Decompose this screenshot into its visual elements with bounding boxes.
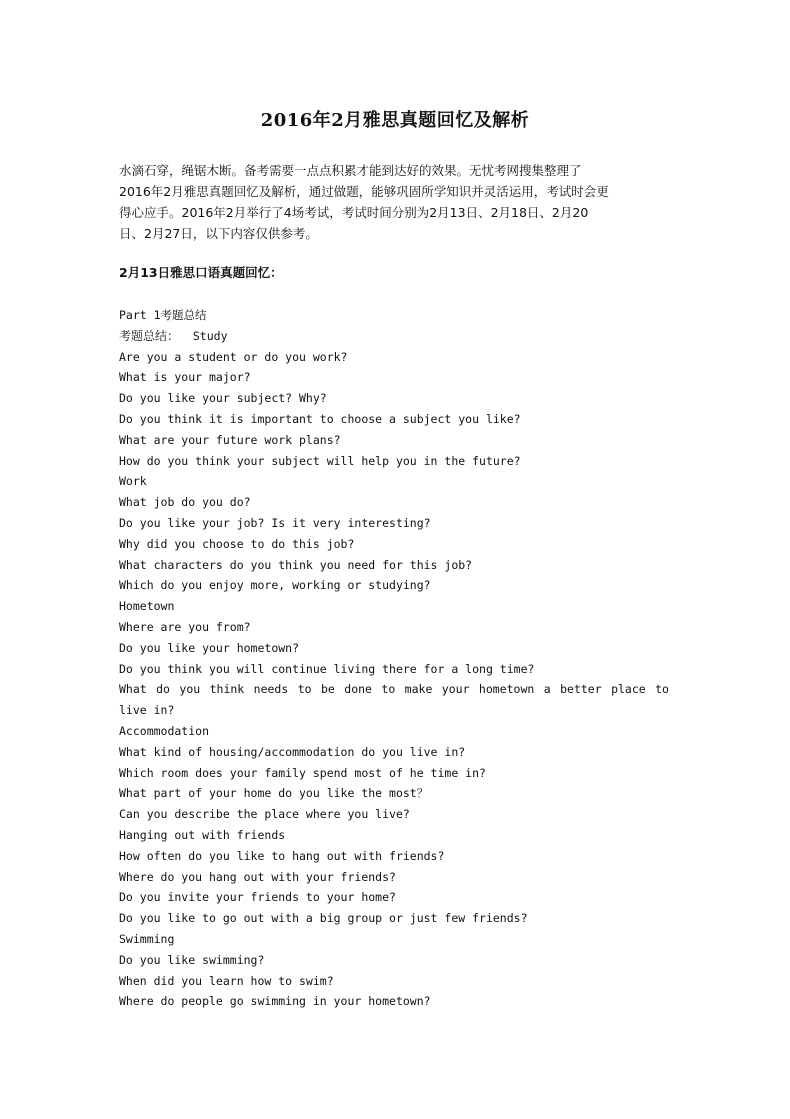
question-line: Which room does your family spend most of he time in?: [119, 765, 486, 780]
question-line: Can you describe the place where you live?: [119, 807, 410, 822]
topic-heading: Accommodation: [119, 723, 210, 738]
question-line: What job do you do?: [119, 495, 251, 510]
question-line: Do you like your job? Is it very interesting?: [119, 515, 431, 530]
question-line: live in?: [119, 703, 175, 718]
question-line: When did you learn how to swim?: [119, 973, 334, 988]
intro-line: 水滴石穿，绳锯木断。备考需要一点点积累才能到达好的效果。无忧考网搜集整理了: [119, 163, 582, 178]
summary-row: [119, 326, 679, 347]
summary-topic: Study: [192, 328, 228, 343]
question-line: Do you like swimming?: [119, 952, 265, 967]
question-line: Do you invite your friends to your home?: [119, 890, 396, 905]
question-line: What characters do you think you need for this job?: [119, 557, 473, 572]
summary-label: 考题总结：: [119, 328, 180, 343]
topic-heading: Hometown: [119, 599, 175, 614]
question-line: How do you think your subject will help you in the future?: [119, 453, 521, 468]
intro-paragraph: [119, 160, 671, 244]
question-line: Do you like your hometown?: [119, 640, 300, 655]
topic-heading: Work: [119, 474, 147, 489]
question-line: How often do you like to hang out with friends?: [119, 848, 445, 863]
topic-heading: Swimming: [119, 931, 175, 946]
question-line: Where are you from?: [119, 619, 251, 634]
topic-heading: Hanging out with friends: [119, 827, 286, 842]
intro-line: 2016年2月雅思真题回忆及解析，通过做题，能够巩固所学知识并灵活运用，考试时会更: [119, 184, 609, 199]
question-line: Are you a student or do you work?: [119, 349, 348, 364]
question-line: Do you like your subject? Why?: [119, 391, 327, 406]
intro-line: 日、2月27日，以下内容仅供参考。: [119, 226, 318, 241]
question-line: What do you think needs to be done to make your hometown a better place to: [119, 682, 669, 697]
intro-line: 得心应手。2016年2月举行了4场考试，考试时间分别为2月13日、2月18日、2月20: [119, 205, 589, 220]
question-line: Do you think it is important to choose a subject you like?: [119, 411, 521, 426]
question-line: What are your future work plans?: [119, 432, 341, 447]
document-title: 2016年2月雅思真题回忆及解析: [260, 110, 530, 131]
question-line: Which do you enjoy more, working or studying?: [119, 578, 431, 593]
question-line: Where do people go swimming in your hometown?: [119, 994, 431, 1009]
question-line: What is your major?: [119, 370, 251, 385]
question-line: Where do you hang out with your friends?: [119, 869, 396, 884]
part-heading: [119, 305, 679, 326]
question-line: Why did you choose to do this job?: [119, 536, 355, 551]
question-line: Do you think you will continue living there for a long time?: [119, 661, 535, 676]
question-line: What part of your home do you like the most？: [119, 786, 429, 801]
section-heading: 2月13日雅思口语真题回忆：: [119, 265, 283, 280]
question-line: What kind of housing/accommodation do you live in?: [119, 744, 466, 759]
question-list: [119, 305, 679, 1012]
question-line: Do you like to go out with a big group or just few friends?: [119, 911, 528, 926]
part-heading-text: Part 1考题总结: [119, 308, 207, 322]
